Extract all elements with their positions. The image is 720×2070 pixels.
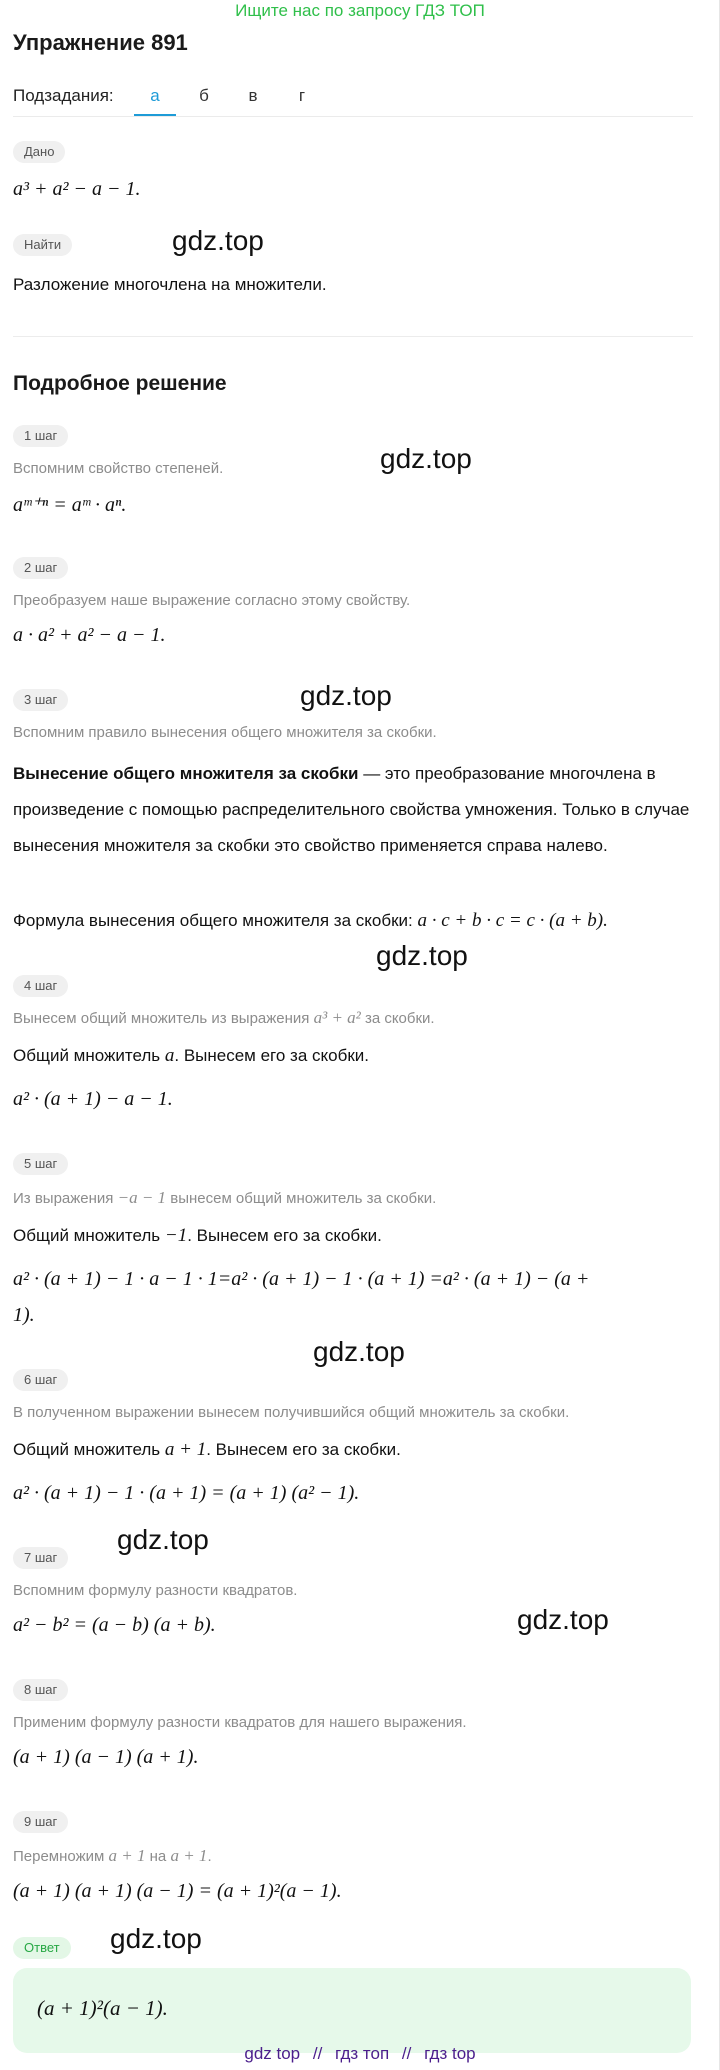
footer-link[interactable]: гдз топ — [335, 2044, 390, 2063]
watermark: gdz.top — [517, 1604, 609, 1635]
step-8-chip: 8 шаг — [13, 1679, 68, 1701]
step-8-note: Применим формулу разности квадратов для нашего выражения. — [13, 1714, 467, 1731]
note-text: Из выражения — [13, 1190, 114, 1207]
footer-links — [0, 2044, 720, 2064]
step-1-expression: aᵐ⁺ⁿ = aᵐ · aⁿ. — [13, 494, 127, 516]
subtasks-label: Подзадания: — [13, 86, 114, 105]
tab-v[interactable]: в — [248, 86, 258, 105]
watermark: gdz.top — [300, 680, 392, 711]
tab-b[interactable]: б — [199, 86, 209, 105]
step-9-note — [13, 1846, 212, 1866]
step-1-chip: 1 шаг — [13, 425, 68, 447]
footer-separator: // — [312, 2044, 323, 2063]
step-3-note: Вспомним правило вынесения общего множителя за скобки. — [13, 724, 437, 741]
step-6-note: В полученном выражении вынесем получившийся общий множитель за скобки. — [13, 1404, 570, 1421]
step-7-note: Вспомним формулу разности квадратов. — [13, 1582, 298, 1599]
answer-chip: Ответ — [13, 1937, 71, 1959]
definition-term: Вынесение общего множителя за скобки — [13, 764, 359, 783]
find-chip: Найти — [13, 234, 72, 256]
subtasks-bar — [13, 84, 693, 117]
step-2-chip: 2 шаг — [13, 557, 68, 579]
answer-expression: (a + 1)²(a − 1). — [37, 1996, 168, 2020]
step-1-note: Вспомним свойство степеней. — [13, 460, 224, 477]
note-expression: a³ + a² — [313, 1008, 361, 1027]
text-part: . Вынесем его за скобки. — [206, 1440, 401, 1459]
step-4-expression: a² · (a + 1) − a − 1. — [13, 1088, 173, 1110]
watermark: gdz.top — [376, 940, 468, 971]
text-expression: a + 1 — [164, 1439, 207, 1460]
page-title: Упражнение 891 — [13, 30, 188, 55]
definition-body: — это преобразование многочлена в произведение с помощью распределительного свойства умножения. Только в случае вынесения множителя за скобки это свойство применяется справа налево. — [13, 764, 690, 855]
step-7-chip: 7 шаг — [13, 1547, 68, 1569]
text-part: Общий множитель — [13, 1046, 161, 1065]
footer-link[interactable]: gdz top — [244, 2044, 301, 2063]
step-4-note — [13, 1008, 435, 1028]
step-5-expression-line-1: a² · (a + 1) − 1 · a − 1 · 1=a² · (a + 1) − 1 · (a + 1) =a² · (a + 1) − (a + — [13, 1268, 590, 1290]
step-7-expression: a² − b² = (a − b) (a + b). — [13, 1614, 216, 1636]
note-text: за скобки. — [364, 1010, 435, 1027]
step-3-definition — [13, 756, 693, 864]
note-text: Перемножим — [13, 1848, 105, 1865]
step-2-note: Преобразуем наше выражение согласно этому свойству. — [13, 592, 411, 609]
step-5-expression-line-2: 1). — [13, 1304, 35, 1326]
note-text: Вынесем общий множитель из выражения — [13, 1010, 310, 1027]
text-part: Общий множитель — [13, 1226, 161, 1245]
step-4-text — [13, 1045, 369, 1067]
text-expression: a — [164, 1045, 175, 1066]
note-text: . — [207, 1848, 212, 1865]
formula-expression: a · c + b · c = c · (a + b). — [417, 910, 608, 931]
formula-label: Формула вынесения общего множителя за скобки: — [13, 911, 413, 930]
text-expression: −1 — [164, 1225, 188, 1246]
step-2-expression: a · a² + a² − a − 1. — [13, 624, 166, 646]
step-3-chip: 3 шаг — [13, 689, 68, 711]
text-part: . Вынесем его за скобки. — [187, 1226, 382, 1245]
watermark: gdz.top — [172, 225, 264, 256]
watermark: gdz.top — [110, 1923, 202, 1954]
tab-a[interactable]: а — [134, 86, 176, 106]
solution-title: Подробное решение — [13, 372, 227, 395]
step-9-chip: 9 шаг — [13, 1811, 68, 1833]
find-text: Разложение многочлена на множители. — [13, 275, 327, 294]
step-5-note — [13, 1188, 436, 1208]
step-4-chip: 4 шаг — [13, 975, 68, 997]
note-text: на — [149, 1848, 167, 1865]
step-3-formula — [13, 910, 608, 932]
step-9-expression: (a + 1) (a + 1) (a − 1) = (a + 1)²(a − 1). — [13, 1880, 342, 1902]
given-chip: Дано — [13, 141, 65, 163]
note-expression: a + 1 — [108, 1846, 146, 1865]
note-expression: −a − 1 — [117, 1188, 167, 1207]
watermark: gdz.top — [313, 1336, 405, 1367]
watermark: gdz.top — [380, 443, 472, 474]
step-6-text — [13, 1439, 401, 1461]
tab-g[interactable]: г — [298, 86, 306, 105]
note-expression: a + 1 — [170, 1846, 208, 1865]
given-expression: a³ + a² − a − 1. — [13, 178, 141, 200]
text-part: . Вынесем его за скобки. — [174, 1046, 369, 1065]
section-divider — [13, 336, 693, 337]
step-5-text — [13, 1225, 382, 1247]
step-5-chip: 5 шаг — [13, 1153, 68, 1175]
note-text: вынесем общий множитель за скобки. — [170, 1190, 437, 1207]
answer-box — [13, 1968, 691, 2053]
step-6-chip: 6 шаг — [13, 1369, 68, 1391]
step-6-expression: a² · (a + 1) − 1 · (a + 1) = (a + 1) (a² − 1). — [13, 1482, 360, 1504]
footer-separator: // — [401, 2044, 412, 2063]
watermark: gdz.top — [117, 1524, 209, 1555]
text-part: Общий множитель — [13, 1440, 161, 1459]
footer-link[interactable]: гдз top — [424, 2044, 476, 2063]
step-8-expression: (a + 1) (a − 1) (a + 1). — [13, 1746, 199, 1768]
top-banner[interactable]: Ищите нас по запросу ГДЗ ТОП — [235, 1, 485, 20]
